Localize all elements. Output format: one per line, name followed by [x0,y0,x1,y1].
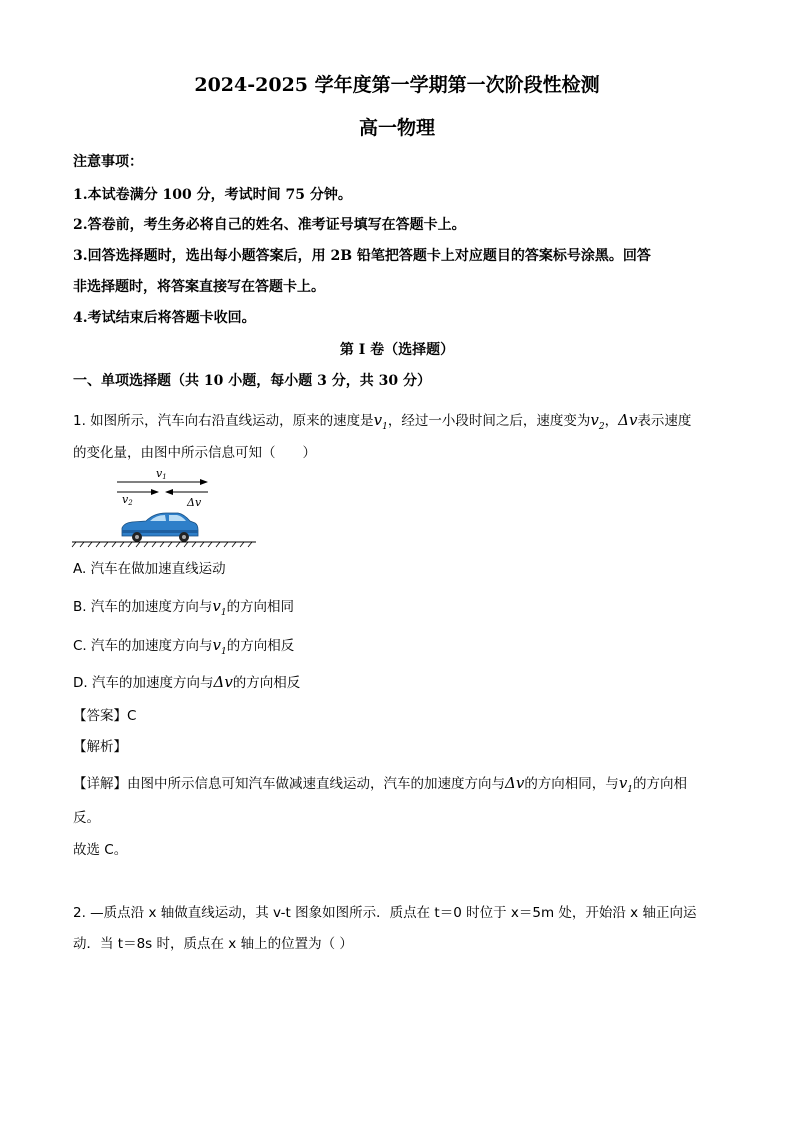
delta-v-symbol: Δv [213,673,233,691]
v1-symbol: $v_1$ [373,411,388,432]
option-b: B. 汽车的加速度方向与$v_1$的方向相同 [73,597,295,618]
v1-symbol: $v_1$ [618,774,634,795]
v1-label: v1 [156,467,167,481]
notes-item: 2.答卷前，考生务必将自己的姓名、准考证号填写在答题卡上。 [73,217,466,233]
option-c: C. 汽车的加速度方向与$v_1$的方向相反 [73,636,295,657]
v2-symbol: $v_2$ [590,411,605,432]
page-title: 2024-2025 学年度第一学期第一次阶段性检测 [194,74,600,96]
q2-stem-line2: 动．当 t＝8s 时，质点在 x 轴上的位置为（ ） [73,936,353,952]
q1-stem-text: ，经过一小段时间之后，速度变为 [387,413,591,429]
car-icon [122,513,198,542]
analysis-label: 【解析】 [73,739,127,755]
volume-heading: 第 I 卷（选择题） [339,342,455,358]
delta-v-label: Δv [187,496,202,509]
subject-title: 高一物理 [358,117,435,139]
notes-item: 4.考试结束后将答题卡收回。 [73,310,256,326]
delta-v-symbol: Δv [618,411,638,429]
v1-symbol: $v_1$ [212,597,227,618]
ground-hatching [72,542,256,547]
detail-line2: 反。 [73,810,100,826]
answer-label: 【答案】C [73,708,137,724]
notes-item: 1.本试卷满分 100 分，考试时间 75 分钟。 [73,187,352,203]
notes-item: 3.回答选择题时，选出每小题答案后，用 2B 铅笔把答题卡上对应题目的答案标号涂黑。回答 [73,248,651,264]
q1-stem-line1: 1. 如图所示，汽车向右沿直线运动，原来的速度是$v_1$，经过一小段时间之后，速度变为$v_2$，Δv表示速度 [73,411,692,432]
notes-item: 非选择题时，将答案直接写在答题卡上。 [73,279,325,295]
q2-stem-line1: 2. —质点沿 x 轴做直线运动，其 v-t 图象如图所示．质点在 t＝0 时位于 x＝5m 处，开始沿 x 轴正向运 [73,905,697,921]
delta-v-symbol: Δv [505,774,525,792]
conclusion: 故选 C。 [73,842,128,858]
car-velocity-figure [70,462,260,552]
detail-line1: 【详解】由图中所示信息可知汽车做减速直线运动，汽车的加速度方向与Δv的方向相同，与$v_1$的方向相 [73,774,688,795]
q1-stem-text: 1. 如图所示，汽车向右沿直线运动，原来的速度是 [73,413,374,429]
q1-stem-line2: 的变化量，由图中所示信息可知（ ） [73,445,316,461]
notes-heading: 注意事项： [73,154,143,170]
q1-stem-text: 表示速度 [637,413,692,429]
v2-label: v2 [122,493,133,507]
part-heading: 一、单项选择题（共 10 小题，每小题 3 分，共 30 分） [73,373,431,389]
option-d: D. 汽车的加速度方向与Δv的方向相反 [73,673,301,691]
v1-symbol: $v_1$ [212,636,227,657]
option-a: A. 汽车在做加速直线运动 [73,561,226,577]
